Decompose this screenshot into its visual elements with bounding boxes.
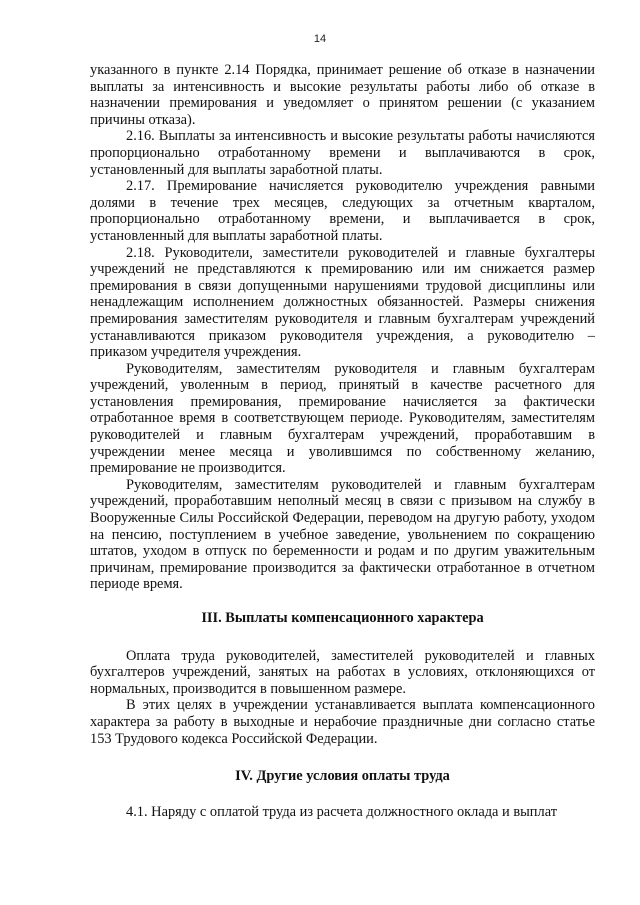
paragraph-dismissed-employees: Руководителям, заместителям руководителя и главным бухгалтерам учреждений, уволенным в период, принятый в качестве расчетного для установления премирования, премирование начисляется за фактически отработанное время в соответствующем периоде. Руководителям, заместителям руководителей и главным бухгалтерам учреждений, проработавшим в учреждении менее месяца и уволившимся по собственному желанию, премирование не производится. <box>90 360 595 477</box>
paragraph-2-16: 2.16. Выплаты за интенсивность и высокие результаты работы начисляются пропорционально отработанному времени и выплачиваются в срок, установленный для выплаты заработной платы. <box>90 128 595 178</box>
document-body <box>90 62 595 820</box>
paragraph-compensation: Оплата труда руководителей, заместителей руководителей и главных бухгалтеров учреждений, занятых на работах в условиях, отклоняющихся от нормальных, производится в повышенном размере. <box>90 647 595 697</box>
paragraph-2-17: 2.17. Премирование начисляется руководителю учреждения равными долями в течение трех месяцев, следующих за отчетным кварталом, пропорционально отработанному времени, и выплачивается в срок, установленный для выплаты заработной платы. <box>90 178 595 244</box>
paragraph-2-18: 2.18. Руководители, заместители руководителей и главные бухгалтеры учреждений не представляются к премированию или им снижается размер премирования в связи допущенными нарушениями трудовой дисциплины или ненадлежащим исполнением должностных обязанностей. Размеры снижения премирования заместителям руководителя и главным бухгалтерам учреждений устанавливаются приказом руководителя учреждения, а руководителю – приказом учредителя учреждения. <box>90 244 595 361</box>
paragraph-4-1: 4.1. Наряду с оплатой труда из расчета должностного оклада и выплат <box>126 803 557 820</box>
section-3-heading: III. Выплаты компенсационного характера <box>201 610 484 626</box>
section-4-heading: IV. Другие условия оплаты труда <box>235 768 450 785</box>
page-number: 14 <box>313 33 327 45</box>
paragraph-partial-month: Руководителям, заместителям руководителей и главным бухгалтерам учреждений, проработавшим неполный месяц в связи с призывом на службу в Вооруженные Силы Российской Федерации, переводом на другую работу, уходом на пенсию, поступлением в учебное заведение, увольнением по сокращению штатов, уходом в отпуск по беременности и родам и по другим уважительным причинам, премирование производится за фактически отработанное в отчетном периоде время. <box>90 476 595 593</box>
paragraph-weekend-pay: В этих целях в учреждении устанавливается выплата компенсационного характера за работу в выходные и нерабочие праздничные дни согласно статье 153 Трудового кодекса Российской Федерации. <box>90 697 595 747</box>
paragraph-continuation: указанного в пункте 2.14 Порядка, принимает решение об отказе в назначении выплаты за интенсивность и высокие результаты работы либо об отказе в назначении премирования и уведомляет о принятом решении (с указанием причины отказа). <box>90 62 595 128</box>
